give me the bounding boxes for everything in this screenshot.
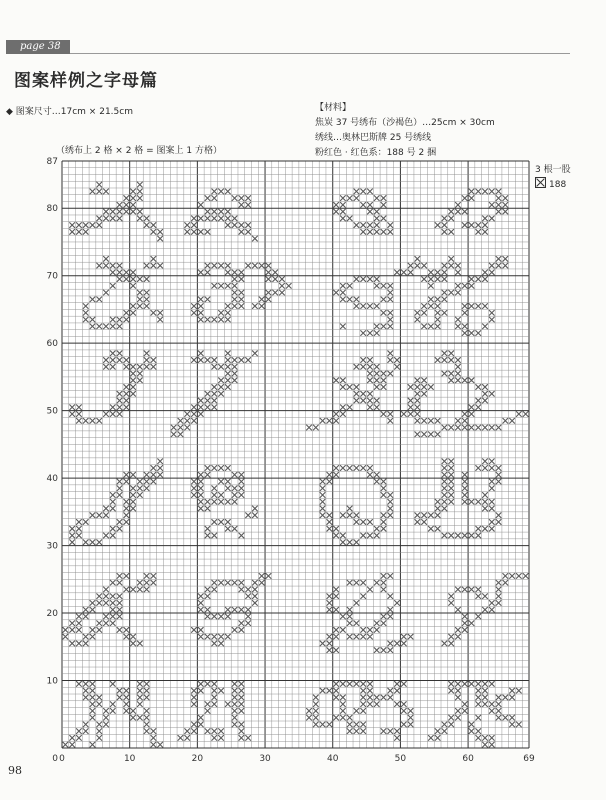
y-tick-label: 80 (46, 204, 58, 215)
y-tick-label: 20 (46, 609, 58, 620)
chart-background (62, 161, 529, 748)
x-tick-label: 60 (462, 754, 474, 764)
y-tick-label: 30 (46, 541, 58, 552)
materials-heading: 【材料】 (315, 103, 352, 113)
legend-color-code: 188 (549, 180, 567, 190)
x-tick-label: 20 (191, 754, 204, 764)
materials-thread: 绣线…奥林巴斯牌 25 号绣线 (315, 133, 432, 143)
materials-fabric: 焦炭 37 号绣布（沙褐色）…25cm × 30cm (315, 118, 495, 128)
y-tick-label: 10 (46, 676, 58, 687)
page-label: page 38 (6, 40, 70, 54)
x-tick-label: 10 (123, 754, 136, 764)
y-tick-label: 70 (46, 271, 58, 282)
y-tick-label: 60 (46, 339, 58, 350)
page-title: 图案样例之字母篇 (14, 71, 158, 91)
pattern-size: ◆ 图案尺寸…17cm × 21.5cm (6, 107, 133, 117)
x-tick-label: 30 (259, 754, 271, 764)
x-tick-label: 40 (326, 754, 339, 764)
y-tick-label: 50 (46, 406, 58, 417)
origin-label: 0 (52, 754, 58, 764)
x-tick-label: 69 (523, 754, 535, 764)
grid-note: （绣布上 2 格 × 2 格 = 图案上 1 方格） (56, 146, 223, 156)
materials-color: 粉红色 · 红色系：188 号 2 捆 (315, 148, 437, 158)
y-tick-label: 40 (46, 474, 58, 485)
y-tick-label: 87 (46, 157, 58, 167)
page-number: 98 (8, 764, 22, 777)
x-tick-label: 0 (59, 754, 65, 764)
x-tick-label: 50 (394, 754, 407, 764)
legend-strands: 3 根一股 (535, 165, 571, 175)
